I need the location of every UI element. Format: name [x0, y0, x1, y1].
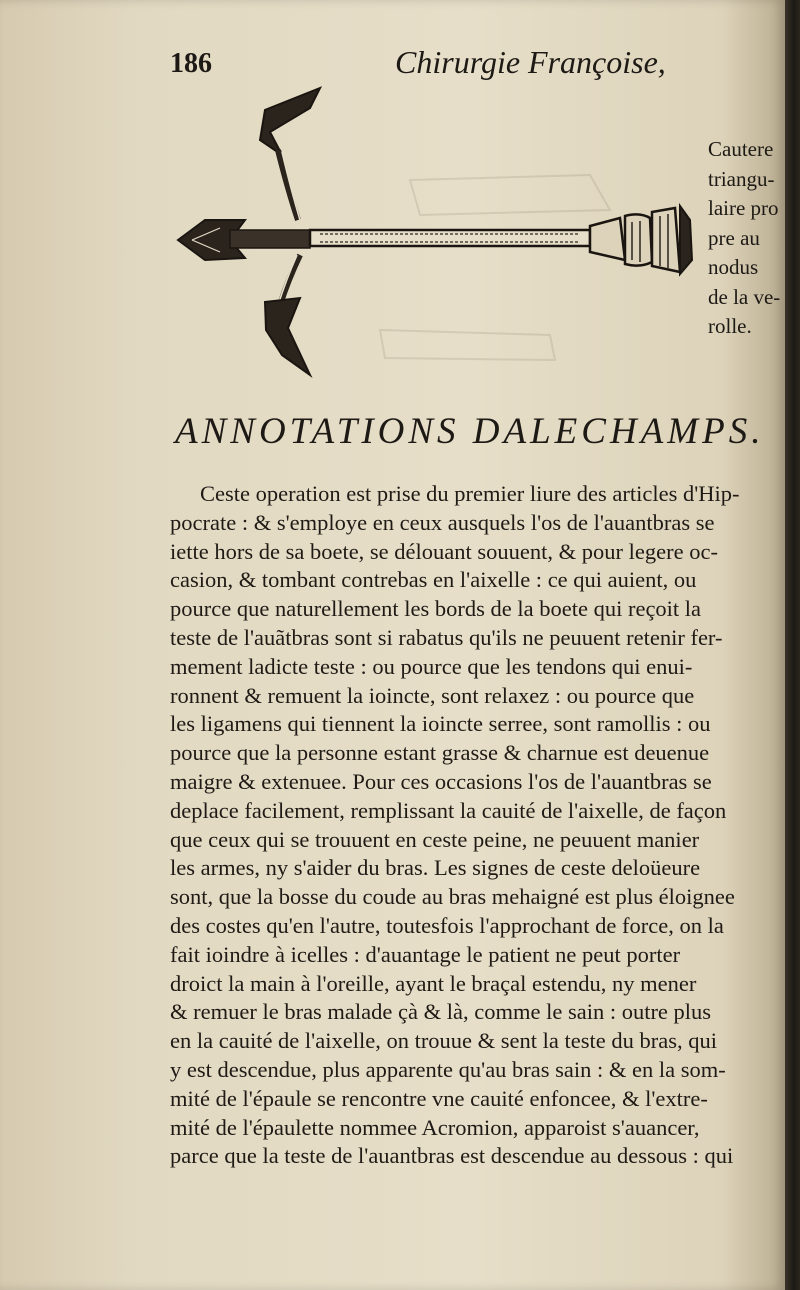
text-line: maigre & extenuee. Pour ces occasions l'os de l'auantbras se	[170, 768, 712, 794]
text-line: les ligamens qui tiennent la ioincte serree, sont ramollis : ou	[170, 711, 711, 737]
body-text	[170, 480, 770, 1171]
text-line: que ceux qui se trouuent en ceste peine, ne peuuent manier	[170, 826, 700, 852]
text-line: des costes qu'en l'autre, toutesfois l'approchant de force, on la	[170, 912, 724, 938]
text-line: droict la main à l'oreille, ayant le braçal estendu, ny mener	[170, 970, 697, 996]
section-heading: ANNOTATIONS DALECHAMPS.	[175, 411, 765, 452]
text-line: teste de l'auãtbras sont si rabatus qu'ils ne peuuent retenir fer-	[170, 624, 723, 650]
text-line: pource que naturellement les bords de la boete qui reçoit la	[170, 596, 702, 622]
text-line: fait ioindre à icelles : d'auantage le patient ne peut porter	[170, 941, 681, 967]
text-line: sont, que la bosse du coude au bras mehaigné est plus éloignee	[170, 884, 735, 910]
triangular-cautery-illustration-icon	[170, 80, 710, 390]
caption-line: triangu-	[708, 166, 775, 191]
caption-line: Cautere	[708, 137, 774, 161]
text-line: mité de l'épaulette nommee Acromion, apparoist s'auancer,	[170, 1114, 700, 1140]
text-line: y est descendue, plus apparente qu'au bras sain : & en la som-	[170, 1056, 726, 1082]
caption-line: pre au	[708, 225, 760, 250]
caption-line: nodus	[708, 255, 759, 279]
book-edge	[785, 0, 800, 1290]
text-line: & remuer le bras malade çà & là, comme le sain : outre plus	[170, 999, 712, 1025]
text-line: en la cauité de l'aixelle, on trouue & sent la teste du bras, qui	[170, 1028, 717, 1054]
text-line: pocrate : & s'employe en ceux ausquels l'os de l'auantbras se	[170, 509, 715, 535]
text-line: parce que la teste de l'auantbras est descendue au dessous : qui	[170, 1143, 734, 1169]
text-line: deplace facilement, remplissant la cauité de l'aixelle, de façon	[170, 797, 727, 823]
page-number: 186	[170, 48, 212, 79]
text-line: iette hors de sa boete, se délouant souuent, & pour legere oc-	[170, 538, 718, 564]
text-line: Ceste operation est prise du premier liure des articles d'Hip-	[200, 481, 740, 506]
text-line: casion, & tombant contrebas en l'aixelle : ce qui auient, ou	[170, 567, 697, 593]
figure-caption	[708, 135, 788, 342]
caption-line: laire pro	[708, 196, 779, 220]
caption-line: rolle.	[708, 314, 752, 338]
text-line: mement ladicte teste : ou pource que les tendons qui enui-	[170, 653, 693, 679]
caption-line: de la ve-	[708, 284, 781, 309]
text-line: mité de l'épaule se rencontre vne cauité enfoncee, & l'extre-	[170, 1085, 708, 1111]
text-line: pource que la personne estant grasse & charnue est deuenue	[170, 740, 710, 766]
running-title: Chirurgie Françoise,	[395, 44, 666, 80]
text-line: les armes, ny s'aider du bras. Les signes de ceste deloüeure	[170, 855, 701, 881]
text-line: ronnent & remuent la ioincte, sont relaxez : ou pource que	[170, 682, 695, 708]
